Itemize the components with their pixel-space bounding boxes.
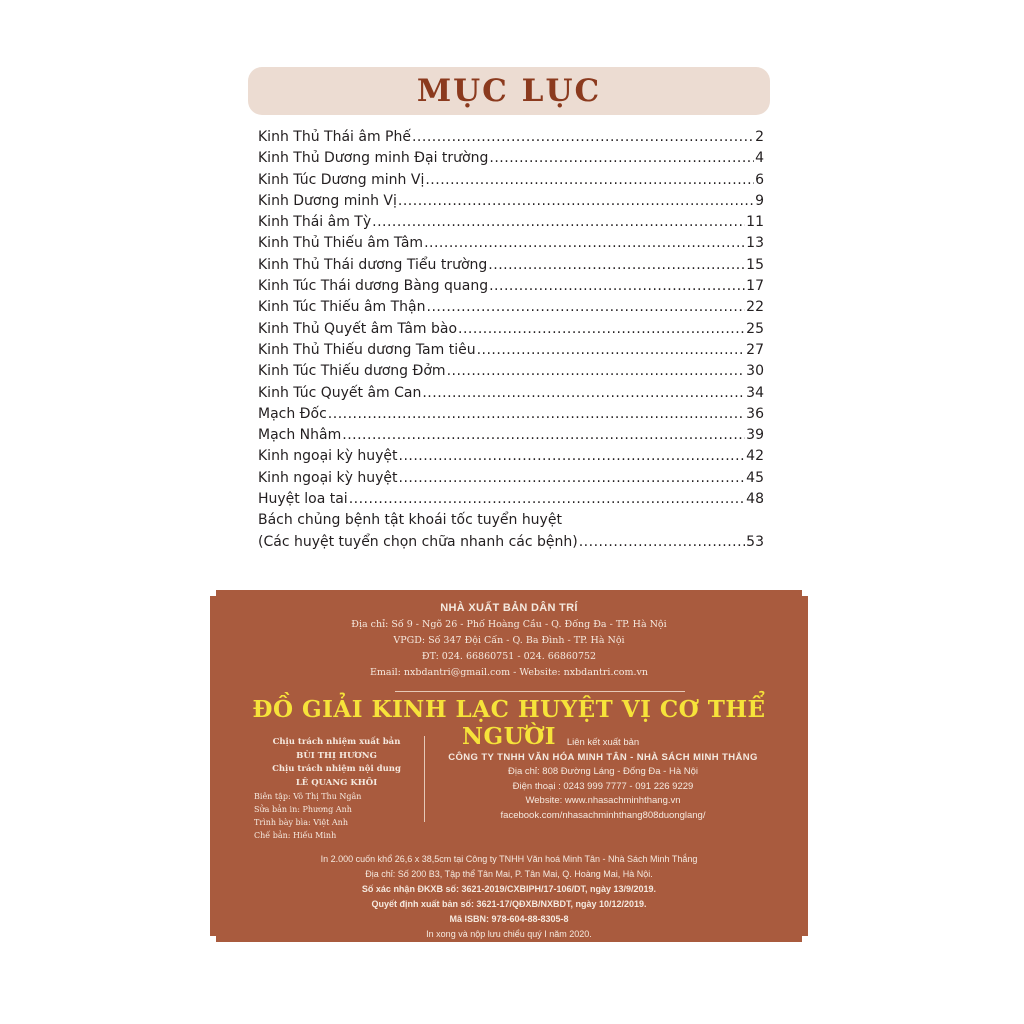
toc-entry-label: Kinh Thủ Thái dương Tiểu trường [258,256,488,273]
corner-notch [802,590,808,596]
toc-leader-dots [422,383,745,404]
toc-entry [258,361,764,382]
toc-entry [258,425,764,446]
toc-entry-page: 39 [746,427,764,444]
toc-entry-label: Kinh Túc Quyết âm Can [258,384,422,401]
toc-entry-page: 25 [746,320,764,337]
toc-entry [258,489,764,510]
registration-number: Số xác nhận ĐKXB số: 3621-2019/CXBIPH/17-106/DT, ngày 13/9/2019. [361,884,657,894]
toc-entry [258,319,764,340]
deposit-note: In xong và nộp lưu chiểu quý I năm 2020. [426,929,592,939]
toc-entry-page: 17 [746,278,764,295]
printer-address: Địa chỉ: Số 200 B3, Tập thể Tân Mai, P. Tân Mai, Q. Hoàng Mai, Hà Nội. [365,869,653,879]
resp-publishing-label: Chịu trách nhiệm xuất bản [272,737,401,747]
toc-entry-label: Kinh Thủ Dương minh Đại trường [258,150,489,167]
book-title: ĐỒ GIẢI KINH LẠC HUYỆT VỊ CƠ THỂ NGƯỜI [252,696,766,750]
toc-entry [258,532,764,553]
toc-entry-label: Bách chủng bệnh tật khoái tốc tuyển huyệt [258,512,562,529]
toc-title: MỤC LỤC [416,73,602,109]
toc-entry [258,170,764,191]
editor-credit: Biên tập: Võ Thị Thu Ngân [254,792,362,801]
toc-entry-label: Kinh Thủ Thái âm Phế [258,129,411,145]
layout-credit: Chế bản: Hiếu Minh [254,831,337,840]
toc-entry-label: Kinh Thủ Thiếu dương Tam tiêu [258,341,476,358]
divider [395,691,685,692]
toc-leader-dots [488,255,745,276]
toc-leader-dots [372,212,745,233]
publishing-decision: Quyết định xuất bản số: 3621-17/QĐXB/NXBDT, ngày 10/12/2019. [371,899,647,909]
toc-leader-dots [399,468,746,489]
toc-leader-dots [342,425,745,446]
toc-entry [258,276,764,297]
publisher-name: NHÀ XUẤT BẢN DÂN TRÍ [440,602,578,614]
printing-info [210,852,808,942]
toc-leader-dots [489,276,745,297]
resp-content-name: LÊ QUANG KHÔI [295,777,378,788]
toc-header-band [248,67,770,115]
publisher-address: Địa chỉ: Số 9 - Ngõ 26 - Phố Hoàng Cầu - Q. Đống Đa - TP. Hà Nội [351,619,667,630]
toc-entry [258,446,764,467]
resp-content-label: Chịu trách nhiệm nội dung [272,764,401,774]
toc-entry-label: Mạch Nhâm [258,427,342,444]
credits-right [428,736,778,823]
toc-entry [258,212,764,233]
credits-left [244,736,429,842]
toc-entry-label: Kinh Thái âm Tỳ [258,214,372,231]
toc-entry-page: 45 [746,469,764,486]
toc-entry-page: 6 [755,171,764,188]
toc-entry-label: Kinh Dương minh Vị [258,192,397,209]
toc-entry [258,255,764,276]
toc-entry-page: 22 [746,299,764,316]
toc-entry-label: Kinh ngoại kỳ huyệt [258,448,398,465]
toc-leader-dots [489,148,754,169]
toc-entry-label: Kinh Thủ Quyết âm Tâm bào [258,320,458,337]
company-phone: Điện thoại : 0243 999 7777 - 091 226 9229 [512,780,694,792]
publisher-email-web: Email: nxbdantri@gmail.com - Website: nxbdantri.com.vn [369,667,649,678]
toc-entry-page: 13 [746,235,764,252]
toc-leader-dots [477,340,746,361]
corner-notch [210,590,216,596]
toc-entry [258,383,764,404]
toc-leader-dots [398,191,754,212]
toc-list [258,127,764,553]
toc-leader-dots [412,127,754,148]
toc-entry-page: 30 [746,363,764,380]
toc-entry-page: 2 [755,129,764,145]
toc-entry [258,404,764,425]
toc-leader-dots [447,361,746,382]
toc-leader-dots [328,404,745,425]
toc-entry-label: Kinh Thủ Thiếu âm Tâm [258,235,424,252]
toc-entry [258,297,764,318]
company-facebook: facebook.com/nhasachminhthang808duonglang/ [500,809,706,821]
toc-leader-dots [579,532,745,553]
print-run: In 2.000 cuốn khổ 26,6 x 38,5cm tại Công ty TNHH Văn hoá Minh Tân - Nhà Sách Minh Thắng [320,854,698,864]
company-address: Địa chỉ: 808 Đường Láng - Đống Đa - Hà Nội [507,766,698,777]
toc-entry-label: Kinh Túc Dương minh Vị [258,171,425,188]
toc-entry-label: Mạch Đốc [258,405,327,422]
toc-entry-label: Kinh ngoại kỳ huyệt [258,469,398,486]
toc-entry-page: 9 [755,192,764,209]
toc-entry [258,191,764,212]
toc-entry [258,148,764,169]
toc-entry-label: (Các huyệt tuyển chọn chữa nhanh các bệnh) [258,533,578,550]
resp-publishing-name: BÙI THỊ HƯƠNG [296,750,377,761]
cover-credit: Trình bày bìa: Việt Anh [254,818,348,827]
toc-entry-label: Huyệt loa tai [258,491,348,508]
toc-entry-label: Kinh Túc Thiếu dương Đởm [258,363,446,380]
toc-entry-page: 42 [746,448,764,465]
isbn: Mã ISBN: 978-604-88-8305-8 [449,914,569,924]
toc-entry-label: Kinh Túc Thái dương Bàng quang [258,278,489,295]
toc-entry-page: 48 [746,491,764,508]
toc-entry-page: 53 [746,533,764,550]
company-website: Website: www.nhasachminhthang.vn [525,795,681,806]
toc-leader-dots [427,297,746,318]
toc-entry-page: 34 [746,384,764,401]
toc-entry [258,340,764,361]
toc-leader-dots [424,233,745,254]
toc-entry [258,468,764,489]
toc-entry-page: 15 [746,256,764,273]
toc-entry-page: 27 [746,341,764,358]
toc-entry [258,127,764,148]
toc-leader-dots [399,446,746,467]
joint-publishing-label: Liên kết xuất bản [566,737,640,748]
proofreader-credit: Sửa bản in: Phương Anh [254,805,352,814]
toc-entry-label: Kinh Túc Thiếu âm Thận [258,299,426,316]
colophon-panel [210,590,808,942]
toc-leader-dots [458,319,745,340]
toc-entry-page: 11 [746,214,764,231]
vertical-divider [424,736,425,822]
toc-entry-page: 36 [746,405,764,422]
toc-leader-dots [349,489,745,510]
toc-leader-dots [425,170,754,191]
company-name: CÔNG TY TNHH VĂN HÓA MINH TÂN - NHÀ SÁCH MINH THẮNG [448,751,758,763]
publisher-vpgd: VPGD: Số 347 Đội Cấn - Q. Ba Đình - TP. Hà Nội [393,635,625,646]
toc-entry [258,233,764,254]
toc-entry-page: 4 [755,150,764,167]
publisher-phone: ĐT: 024. 66860751 - 024. 66860752 [421,651,597,662]
